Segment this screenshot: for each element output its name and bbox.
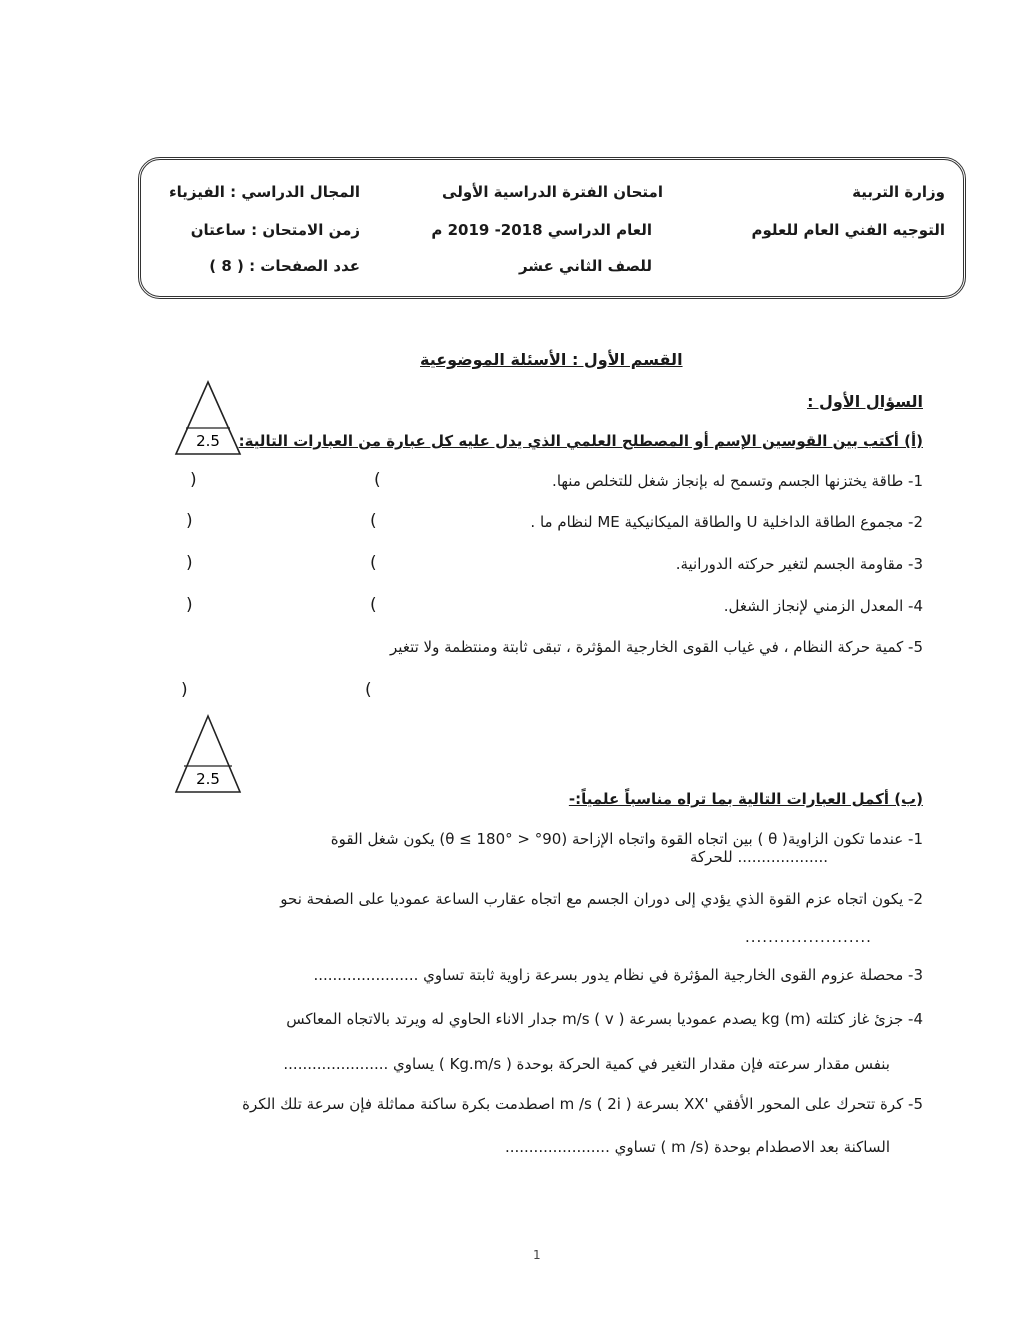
question-1-title: السؤال الأول : <box>807 392 923 411</box>
ministry-label: وزارة التربية <box>852 183 945 201</box>
answer-paren-close: ) <box>186 511 193 531</box>
part-a-item-5: 5- كمية حركة النظام ، في غياب القوى الخارجية المؤثرة ، تبقى ثابتة ومنتظمة ولا تتغير <box>390 638 923 656</box>
answer-paren-open: ( <box>365 680 372 700</box>
part-b-item-4: 4- جزئ غاز كتلته (m) kg يصدم عموديا بسرعة m/s ( v ) جدار الاناء الحاوي له ويرتد بالاتجاه المعاكس <box>286 1010 923 1028</box>
part-b-item-2-blank: ...................... <box>745 928 872 946</box>
part-b-heading: (ب) أكمل العبارات التالية بما تراه مناسباً علمياً:- <box>568 790 923 808</box>
answer-paren-open: ( <box>370 511 377 531</box>
answer-paren-close: ) <box>186 595 193 615</box>
score-triangle-a <box>172 378 244 458</box>
score-a-value: 2.5 <box>196 432 220 450</box>
answer-paren-open: ( <box>370 595 377 615</box>
part-b-item-5: 5- كرة تتحرك على المحور الأفقي 'XX بسرعة m /s ( 2i ) اصطدمت بكرة ساكنة مماثلة فإن سرعة تلك الكرة <box>242 1095 923 1113</box>
part-b-item-1-cont: ................... للحركة <box>690 848 829 866</box>
answer-paren-close: ) <box>190 470 197 490</box>
exam-period-label: امتحان الفترة الدراسية الأولى <box>442 183 663 201</box>
score-triangle-b <box>172 712 244 796</box>
answer-paren-open: ( <box>370 553 377 573</box>
part-a-heading: (أ) أكتب بين القوسين الإسم أو المصطلح العلمي الذي يدل عليه كل عبارة من العبارات التالية: <box>238 432 923 450</box>
section-title: القسم الأول : الأسئلة الموضوعية <box>420 350 683 369</box>
grade-label: للصف الثاني عشر <box>518 257 652 275</box>
supervision-label: التوجيه الفني العام للعلوم <box>751 221 945 239</box>
part-a-item-1: 1- طاقة يختزنها الجسم وتسمح له بإنجاز شغل للتخلص منها. <box>552 472 923 490</box>
subject-label: المجال الدراسي : الفيزياء <box>168 183 360 201</box>
part-a-item-2: 2- مجموع الطاقة الداخلية U والطاقة الميكانيكية ME لنظام ما . <box>530 513 923 531</box>
part-a-item-3: 3- مقاومة الجسم لتغير حركته الدورانية. <box>675 555 923 573</box>
score-b-value: 2.5 <box>196 770 220 788</box>
answer-paren-open: ( <box>374 470 381 490</box>
part-a-item-4: 4- المعدل الزمني لإنجاز الشغل. <box>723 597 923 615</box>
part-b-item-5-cont: الساكنة بعد الاصطدام بوحدة (m /s ) تساوي ...................... <box>504 1138 890 1156</box>
answer-paren-close: ) <box>186 553 193 573</box>
part-b-item-3: 3- محصلة عزوم القوى الخارجية المؤثرة في نظام يدور بسرعة زاوية ثابتة تساوي ...................... <box>313 966 923 984</box>
academic-year-label: العام الدراسي 2018- 2019 م <box>431 221 652 239</box>
page-count-label: عدد الصفحات : ( 8 ) <box>209 257 360 275</box>
page-number: 1 <box>533 1248 541 1262</box>
part-b-item-1: 1- عندما تكون الزاوية( θ ) بين اتجاه القوة واتجاه الإزاحة (90° < θ ≤ 180°) يكون شغل القوة <box>330 830 923 848</box>
part-b-item-4-cont: بنفس مقدار سرعته فإن مقدار التغير في كمية الحركة بوحدة ( Kg.m/s ) يساوي ...................... <box>283 1055 890 1073</box>
part-b-item-2: 2- يكون اتجاه عزم القوة الذي يؤدي إلى دوران الجسم مع اتجاه عقارب الساعة عموديا على الصفحة نحو <box>280 890 923 908</box>
answer-paren-close: ) <box>181 680 188 700</box>
exam-duration-label: زمن الامتحان : ساعتان <box>190 221 360 239</box>
